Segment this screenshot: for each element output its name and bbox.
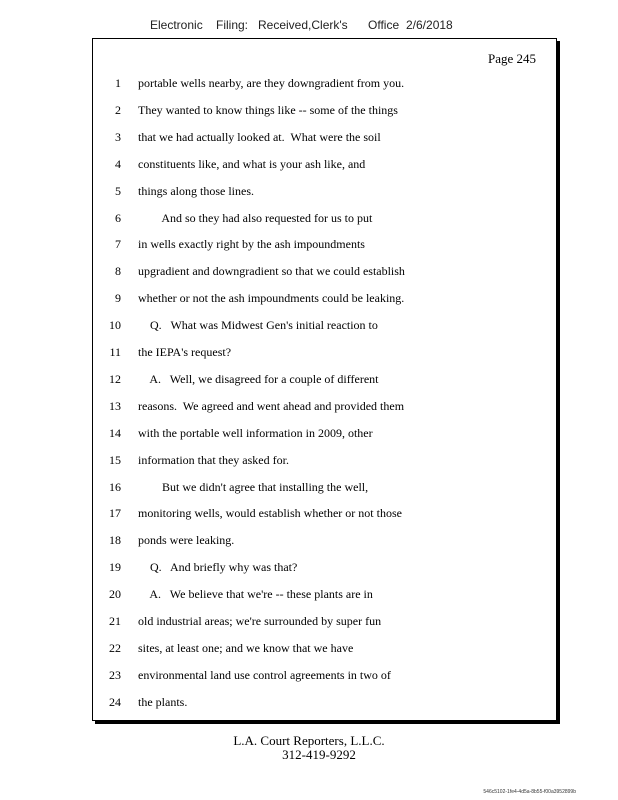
court-reporter-phone: 312-419-9292 — [282, 747, 356, 762]
line-text: reasons. We agreed and went ahead and provided them — [138, 398, 405, 413]
transcript-line — [93, 345, 556, 365]
line-text: in wells exactly right by the ash impoundments — [138, 237, 365, 252]
transcript-line — [93, 587, 556, 607]
transcript-line — [93, 560, 556, 580]
transcript-line — [93, 372, 556, 392]
line-text: A. Well, we disagreed for a couple of different — [138, 371, 379, 386]
transcript-line — [93, 318, 556, 338]
line-text: information that they asked for. — [138, 452, 289, 467]
line-text: Q. What was Midwest Gen's initial reaction to — [138, 318, 378, 333]
line-number: 16 — [109, 479, 121, 494]
transcript-line — [93, 130, 556, 150]
line-number: 10 — [109, 318, 121, 333]
line-number: 5 — [115, 183, 121, 198]
line-number: 14 — [109, 425, 121, 440]
transcript-line — [93, 211, 556, 231]
transcript-line — [93, 426, 556, 446]
filing-header-word: Electronic — [150, 18, 203, 32]
filing-header-word: Office — [368, 18, 400, 32]
court-reporter-name: L.A. Court Reporters, L.L.C. — [233, 733, 385, 748]
document-hash: 546c5102-1fe4-4d5a-8b55-f00a3952899b — [483, 789, 576, 795]
line-number: 7 — [115, 237, 121, 252]
line-number: 13 — [109, 398, 121, 413]
transcript-line — [93, 453, 556, 473]
line-number: 2 — [115, 102, 121, 117]
line-number: 20 — [109, 587, 121, 602]
filing-header-word: Received,Clerk's — [258, 18, 348, 32]
transcript-line — [93, 76, 556, 96]
line-number: 1 — [115, 76, 121, 90]
line-text: A. We believe that we're -- these plants are in — [138, 587, 373, 602]
transcript-line — [93, 264, 556, 284]
transcript-page — [92, 38, 557, 721]
line-text: sites, at least one; and we know that we have — [138, 640, 354, 655]
line-number: 17 — [109, 506, 121, 521]
line-number: 9 — [115, 291, 121, 306]
line-text: Q. And briefly why was that? — [138, 560, 298, 575]
filing-header — [0, 18, 618, 36]
line-text: the plants. — [138, 694, 188, 709]
transcript-line — [93, 695, 556, 715]
transcript-line — [93, 641, 556, 661]
line-text: environmental land use control agreements in two of — [138, 667, 391, 682]
transcript-line — [93, 506, 556, 526]
filing-header-date: 2/6/2018 — [406, 18, 453, 32]
line-text: with the portable well information in 2009, other — [138, 425, 373, 440]
line-number: 12 — [109, 371, 121, 386]
transcript-line — [93, 291, 556, 311]
line-number: 6 — [115, 210, 121, 225]
line-text: whether or not the ash impoundments could be leaking. — [138, 291, 405, 306]
line-text: constituents like, and what is your ash like, and — [138, 156, 366, 171]
line-text: And so they had also requested for us to put — [138, 210, 373, 225]
line-text: But we didn't agree that installing the well, — [138, 479, 369, 494]
transcript-line — [93, 399, 556, 419]
line-number: 15 — [109, 452, 121, 467]
line-text: They wanted to know things like -- some of the things — [138, 102, 398, 117]
line-number: 24 — [109, 694, 121, 709]
line-number: 22 — [109, 640, 121, 655]
line-number: 11 — [109, 345, 121, 359]
transcript-line — [93, 184, 556, 204]
transcript-line — [93, 614, 556, 634]
line-number: 3 — [115, 129, 121, 144]
transcript-line — [93, 237, 556, 257]
line-number: 23 — [109, 667, 121, 682]
line-text: the IEPA's request? — [138, 345, 232, 359]
line-number: 21 — [109, 614, 121, 628]
line-text: portable wells nearby, are they downgradient from you. — [138, 76, 405, 90]
line-number: 19 — [109, 560, 121, 575]
filing-header-word: Filing: — [216, 18, 249, 32]
transcript-line — [93, 668, 556, 688]
transcript-line — [93, 480, 556, 500]
transcript-line — [93, 157, 556, 177]
line-text: things along those lines. — [138, 183, 254, 198]
line-text: upgradient and downgradient so that we could establish — [138, 264, 405, 279]
line-text: old industrial areas; we're surrounded by super fun — [138, 614, 382, 628]
line-text: that we had actually looked at. What were the soil — [138, 129, 381, 144]
line-number: 8 — [115, 264, 121, 279]
line-number: 18 — [109, 533, 121, 548]
transcript-line — [93, 103, 556, 123]
page-number: Page 245 — [487, 51, 536, 66]
transcript-line — [93, 533, 556, 553]
line-text: monitoring wells, would establish whether or not those — [138, 506, 402, 521]
line-number: 4 — [115, 156, 121, 171]
line-text: ponds were leaking. — [138, 533, 235, 548]
